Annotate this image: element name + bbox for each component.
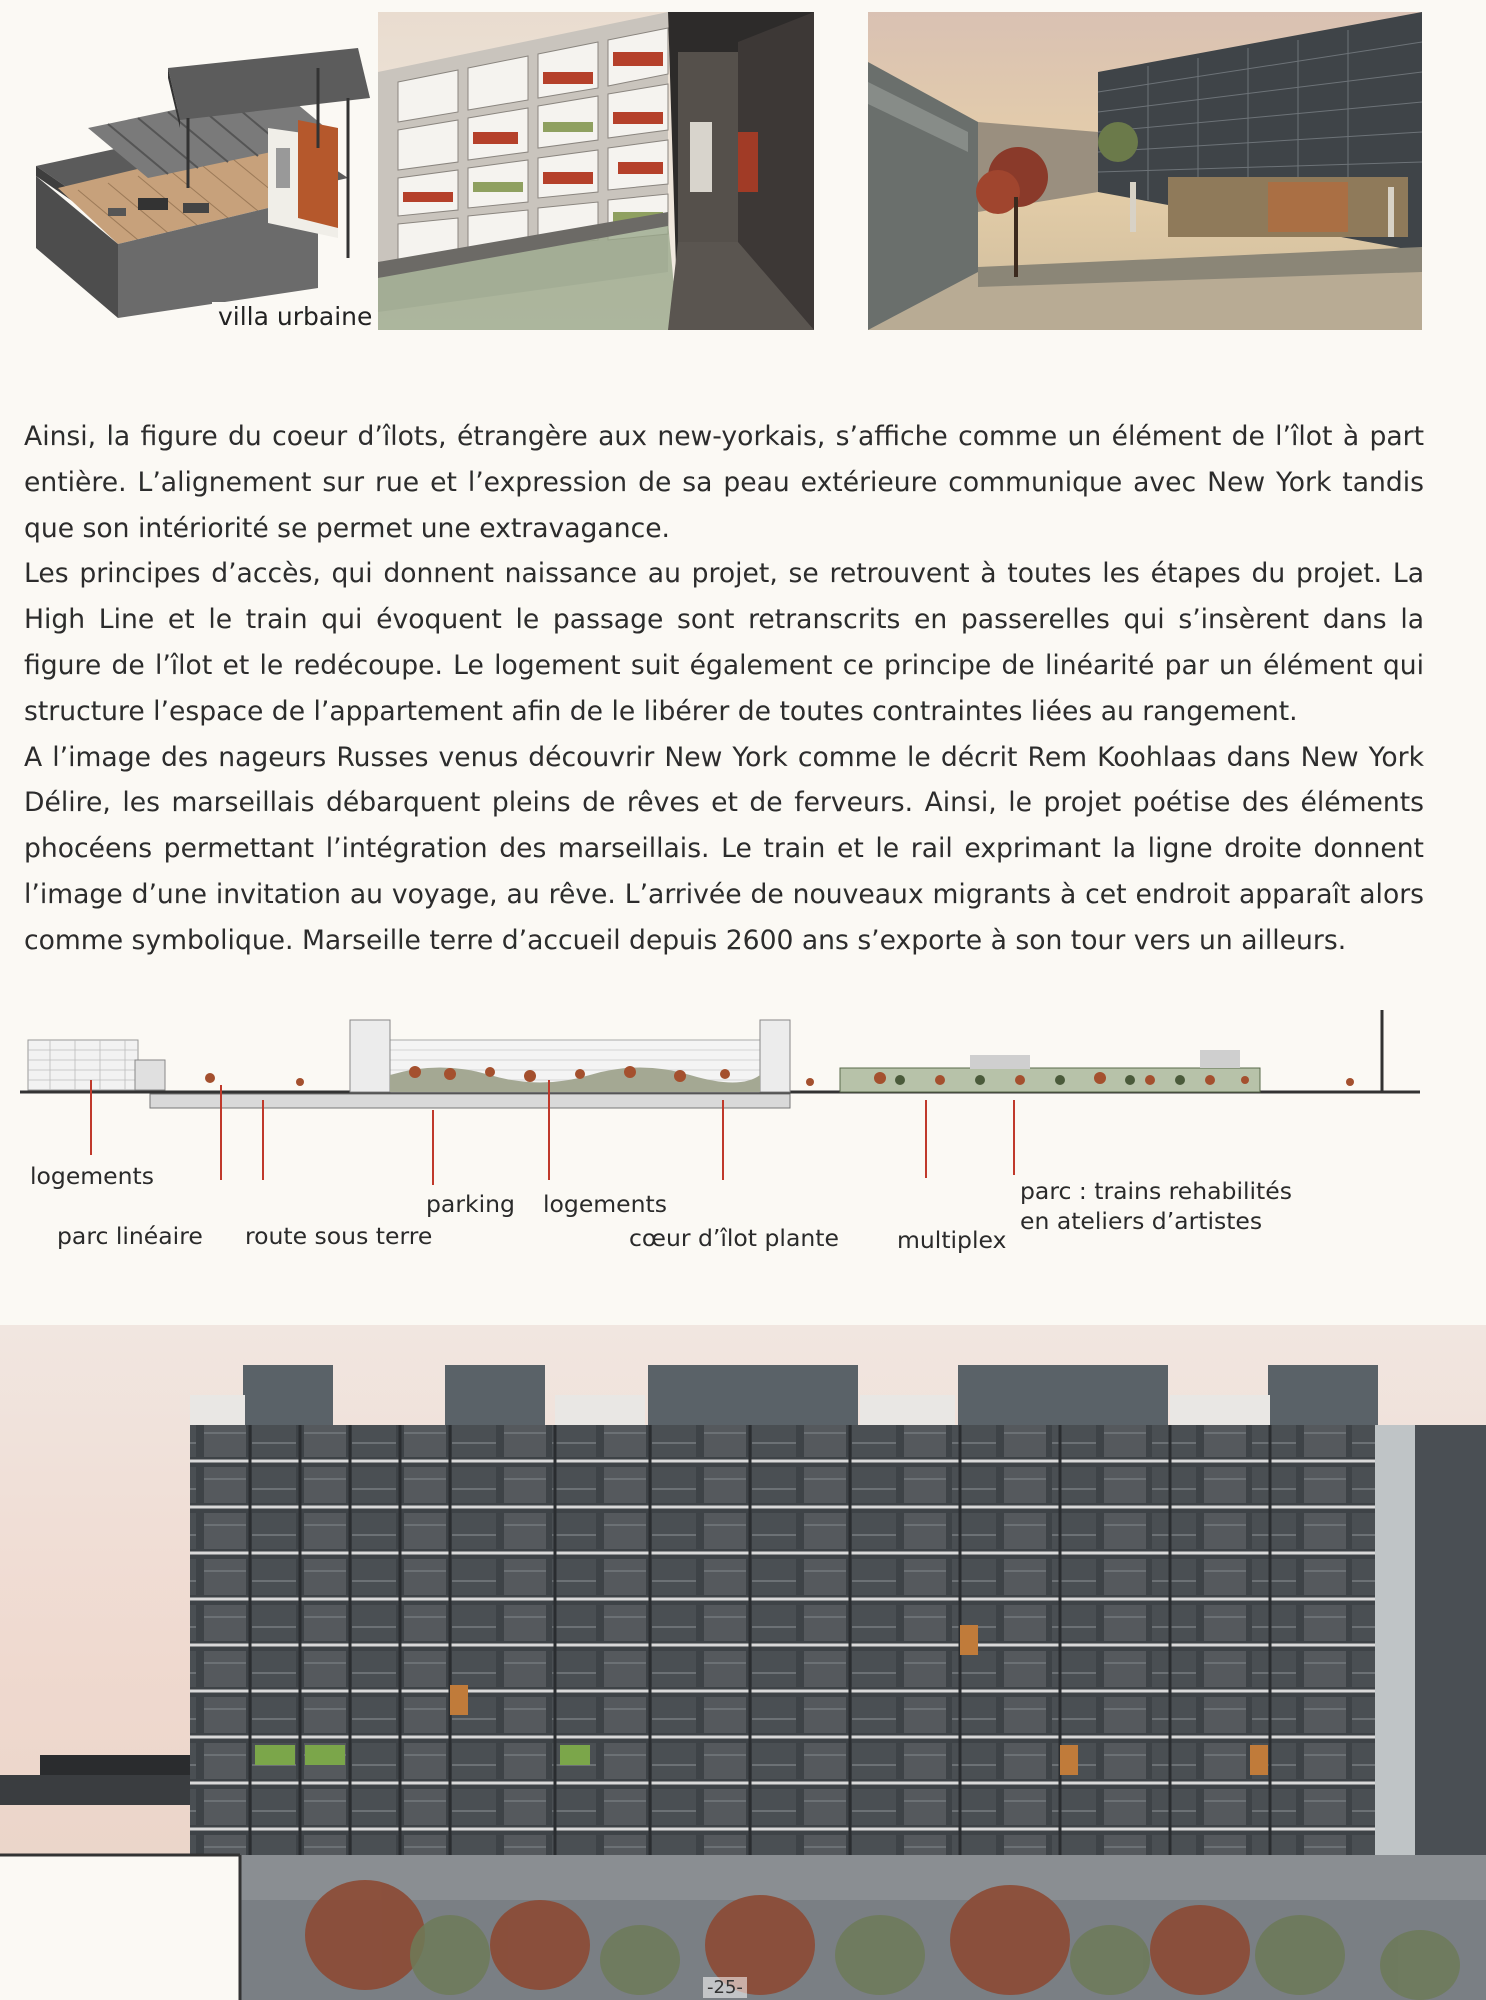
page-number: -25- [703, 1977, 747, 1998]
label-logements-1: logements [30, 1162, 154, 1190]
leader-line-parc-lineaire [220, 1085, 222, 1180]
leader-line-logements-2 [548, 1080, 550, 1180]
building-elevation-image [0, 1325, 1486, 2000]
body-text [24, 414, 1424, 964]
label-multiplex: multiplex [897, 1226, 1007, 1254]
balcony-corridor-image [378, 12, 814, 330]
leader-line-logements-1 [90, 1080, 92, 1155]
label-parking: parking [426, 1190, 515, 1218]
paragraph-2: Les principes d’accès, qui donnent naissance au projet, se retrouvent à toutes les étapes du projet. La High Line et le train qui évoquent le passage sont retranscrits en passerelles qui s’insèrent dans la figure de l’îlot et le redécoupe. Le logement suit également ce principe de linéarité par un élément qui structure l’espace de l’appartement afin de le libérer de toutes contraintes liées au rangement. [24, 558, 1424, 727]
label-logements-2: logements [543, 1190, 667, 1218]
leader-line-coeur-ilot [722, 1100, 724, 1180]
leader-line-parking [432, 1110, 434, 1185]
courtyard-image [868, 12, 1422, 330]
paragraph-3: A l’image des nageurs Russes venus découvrir New York comme le décrit Rem Koohlaas dans New York Délire, les marseillais débarquent pleins de rêves et de ferveurs. Ainsi, le projet poétise des éléments phocéens permettant l’intégration des marseillais. Le train et le rail exprimant la ligne droite donnent l’image d’une invitation au voyage, au rêve. L’arrivée de nouveaux migrants à cet endroit apparaît alors comme symbolique. Marseille terre d’accueil depuis 2600 ans s’exporte à son tour vers un ailleurs. [24, 741, 1424, 956]
label-parc-trains-line1: parc : trains rehabilités [1020, 1177, 1292, 1205]
label-coeur-ilot: cœur d’îlot plante [629, 1224, 839, 1252]
leader-line-multiplex [925, 1100, 927, 1178]
label-route-sous-terre: route sous terre [245, 1222, 433, 1250]
label-parc-trains-line2: en ateliers d’artistes [1020, 1207, 1263, 1235]
label-parc-lineaire: parc linéaire [57, 1222, 203, 1250]
leader-line-parc-trains [1013, 1100, 1015, 1175]
paragraph-1: Ainsi, la figure du coeur d’îlots, étrangère aux new-yorkais, s’affiche comme un élément de l’îlot à part entière. L’alignement sur rue et l’expression de sa peau extérieure communique avec New York tandis que son intériorité se permet une extravagance. [24, 421, 1424, 544]
villa-urbaine-image [18, 28, 380, 328]
villa-urbaine-caption: villa urbaine [212, 302, 378, 333]
leader-line-route-sous-terre [262, 1100, 264, 1180]
section-drawing [20, 1000, 1430, 1180]
